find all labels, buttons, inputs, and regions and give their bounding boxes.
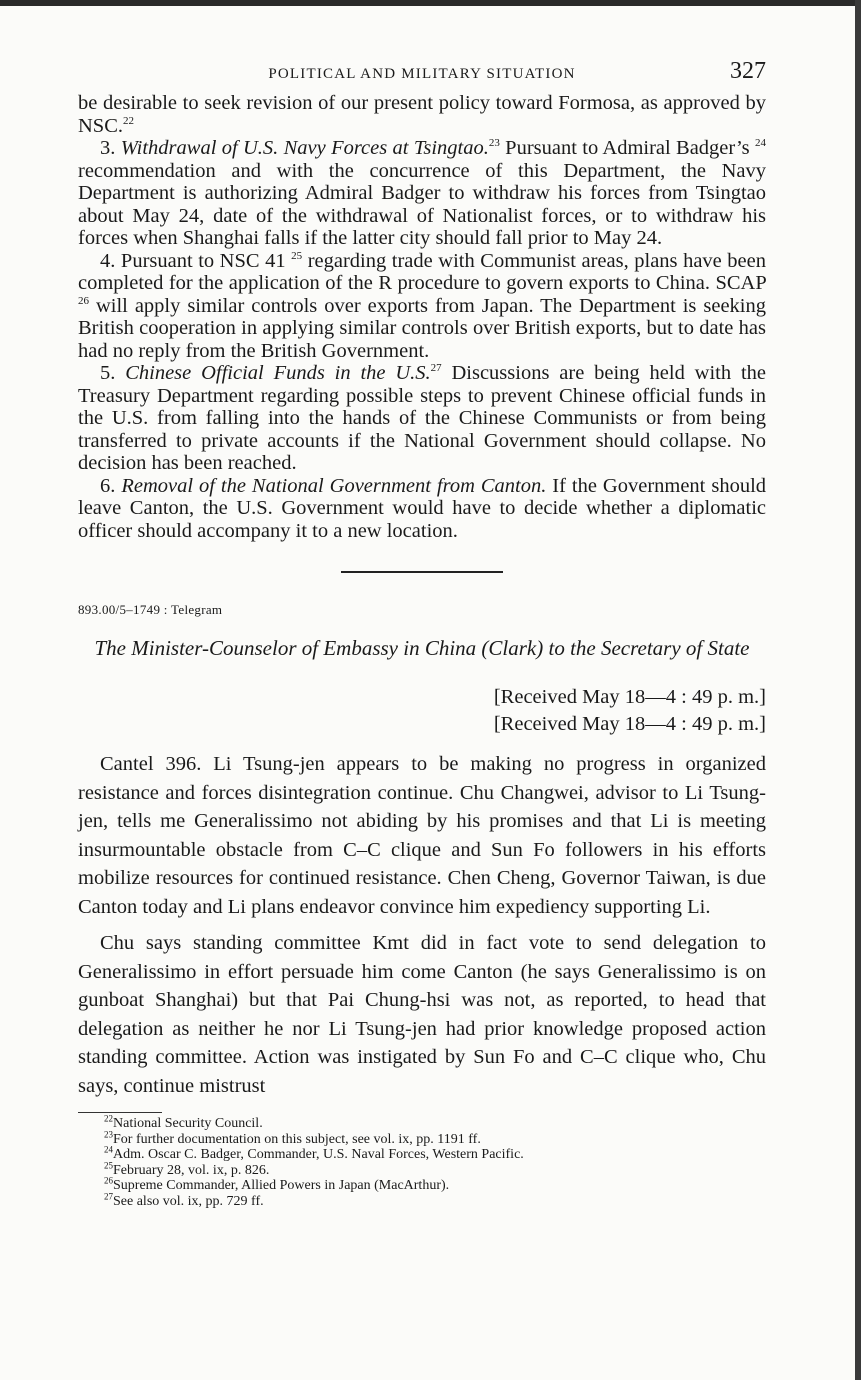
footnote-rule: [78, 1112, 524, 1209]
footnote-ref: 27: [430, 362, 442, 375]
footnote-text: Supreme Commander, Allied Powers in Japan (MacArthur).: [113, 1178, 450, 1193]
paragraph-number: 3.: [100, 137, 116, 159]
paragraph-number: 6.: [100, 474, 116, 497]
page-number: 327: [730, 58, 766, 84]
right-border: [855, 0, 861, 1380]
paragraph-text: 4. Pursuant to NSC 41: [100, 249, 292, 272]
paragraph-4: [78, 250, 766, 363]
footnote-text: National Security Council.: [113, 1116, 263, 1131]
paragraph-3: [78, 137, 766, 250]
footnote-ref: 23: [488, 137, 500, 150]
footnote-mark: 26: [104, 1175, 113, 1186]
footnote: [104, 1144, 766, 1163]
footnote-text: For further documentation on this subject, see vol. ix, pp. 1191 ff.: [113, 1131, 481, 1147]
paragraph-text: If the Government should leave Canton, the U.S. Government would have to decide whether a diplomatic officer should accompany it to a new location.: [78, 474, 767, 542]
divider-rule: [341, 571, 503, 573]
footnote-text: Adm. Oscar C. Badger, Commander, U.S. Naval Forces, Western Pacific.: [113, 1147, 524, 1162]
paragraph-text: Discussions are being held with the Treasury Department regarding possible steps to prevent Chinese official funds in the U.S. from falling into the hands of the Chinese Communists or from being transferred to private accounts if the National Government should collapse. No decision has been reached.: [78, 362, 766, 474]
paragraph-text: be desirable to seek revision of our present policy toward Formosa, as approved by NSC.: [78, 92, 766, 137]
page-header: [78, 58, 766, 92]
footnote: [104, 1128, 766, 1148]
footnote-ref: 26: [78, 294, 89, 307]
footnote-ref: 24: [755, 137, 766, 150]
footnote: [104, 1113, 766, 1132]
footnote-mark: 23: [104, 1128, 113, 1139]
received-line: [Received May 18—4 : 49 p. m.]: [493, 686, 766, 708]
paragraph-text: will apply similar controls over exports from Japan. The Department is seeking British cooperation in applying similar controls over British exports, but to date has had no reply from the British Government.: [78, 294, 766, 362]
footnote: [104, 1175, 766, 1194]
received-block: [78, 684, 766, 738]
footnote-ref: 22: [123, 114, 135, 127]
footnote-text: February 28, vol. ix, p. 826.: [113, 1162, 270, 1178]
footnote-text: See also vol. ix, pp. 729 ff.: [113, 1193, 264, 1209]
paragraph-heading: Removal of the National Government from Canton.: [121, 474, 547, 497]
footnote-mark: 27: [104, 1190, 113, 1201]
footnote-mark: 24: [104, 1144, 113, 1155]
page: [78, 58, 766, 1209]
paragraph-5: [78, 362, 766, 475]
paragraph-6: [78, 475, 766, 543]
document-reference: 893.00/5–1749 : Telegram: [78, 602, 223, 617]
section-divider: [78, 560, 766, 578]
paragraph-text: regarding trade with Communist areas, plans have been completed for the application of the R procedure to govern exports to China. SCAP: [78, 249, 767, 294]
paragraph-continued: [78, 92, 766, 137]
footnote-list: [78, 1113, 766, 1209]
paragraph-text: recommendation and with the concurrence of this Department, the Navy Department is authorizing Admiral Badger to withdraw his forces from Tsingtao about May 24, date of the withdrawal of Nationalist forces, or to withdraw his forces when Shanghai falls if the latter city should fall prior to May 24.: [78, 159, 766, 249]
received-line: [Received May 18—4 : 49 p. m.]: [493, 713, 766, 735]
paragraph-number: 5.: [100, 362, 116, 384]
telegram-body: [78, 750, 766, 1100]
footnote: [104, 1159, 766, 1179]
footnote-ref: 25: [291, 249, 303, 262]
paragraph-heading: Withdrawal of U.S. Navy Forces at Tsingtao.: [120, 137, 489, 159]
footnote-mark: 22: [104, 1113, 113, 1124]
running-head: POLITICAL AND MILITARY SITUATION: [268, 66, 576, 82]
telegram-paragraph: Cantel 396. Li Tsung-jen appears to be making no progress in organized resistance and forces disintegration continue. Chu Changwei, advisor to Li Tsung-jen, tells me Generalissimo not abiding by his promises and that Li is meeting insurmountable obstacle from C–C clique and Sun Fo followers in his efforts mobilize resources for continued resistance. Chen Cheng, Governor Taiwan, is due Canton today and Li plans endeavor convince him expediency supporting Li.: [78, 753, 766, 918]
paragraph-heading: Chinese Official Funds in the U.S.: [125, 362, 431, 384]
document-title: The Minister-Counselor of Embassy in China (Clark) to the Secretary of State: [94, 636, 750, 660]
footnote-mark: 25: [104, 1159, 113, 1170]
telegram-paragraph: Chu says standing committee Kmt did in fact vote to send delegation to Generalissimo in effort persuade him come Canton (he says Generalissimo is on gunboat Shanghai) but that Pai Chung-hsi was not, as reported, to head that delegation as neither he nor Li Tsung-jen had prior knowledge proposed action standing committee. Action was instigated by Sun Fo and C–C clique who, Chu says, continue mistrust: [78, 932, 766, 1097]
footnote: [104, 1190, 766, 1210]
paragraph-text: Pursuant to Admiral Badger’s: [499, 137, 755, 159]
body-text: [78, 92, 766, 542]
top-border: [0, 0, 861, 6]
